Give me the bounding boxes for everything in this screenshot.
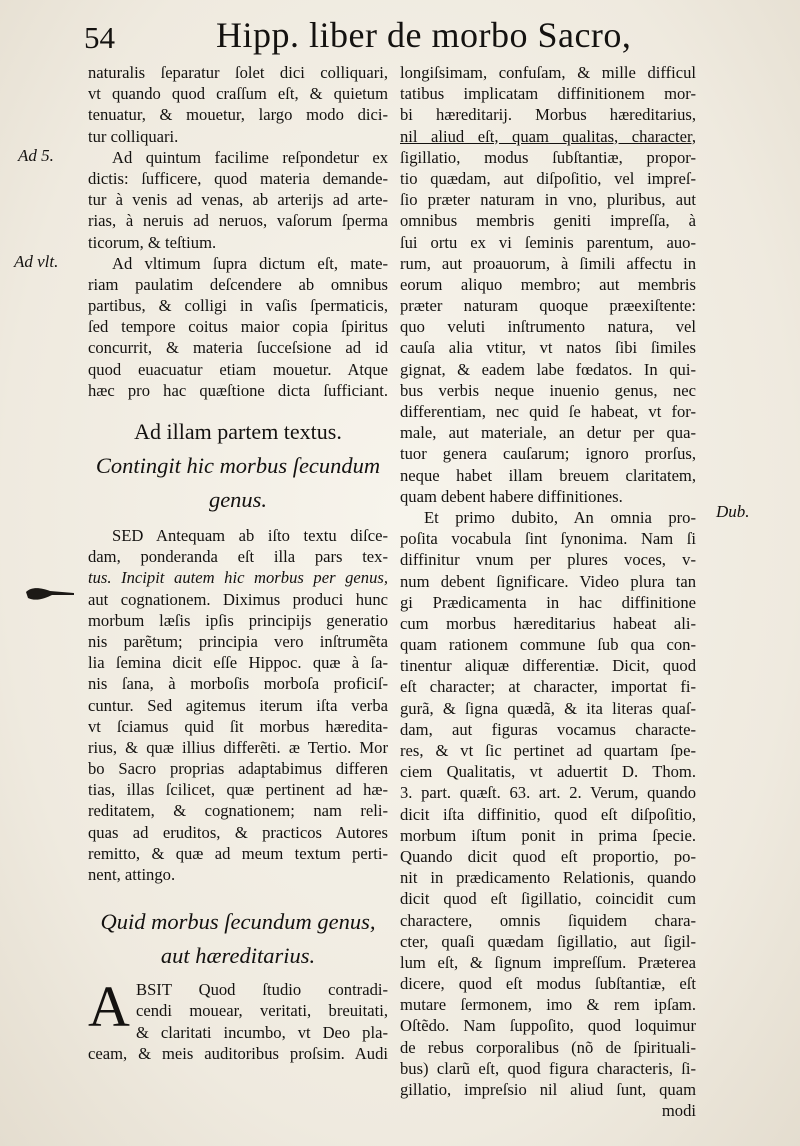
text-line: gignat, & eadem labe fœdatos. In qui- bbox=[400, 359, 696, 379]
text-line: diffinitur vnum per plures voces, v- bbox=[400, 550, 696, 570]
text-line: tur colliquari. bbox=[88, 126, 179, 146]
text-line: bus verbis neque inuenio genus, nec bbox=[400, 380, 696, 400]
text-line: rias, à neruis ad neruos, vaſorum ſperma bbox=[88, 211, 388, 231]
text-line: tinentur aliquæ differentiæ. Dicit, quod bbox=[400, 656, 696, 676]
text-line: tuor genera cauſarum; ignoro prorſus, bbox=[400, 444, 696, 464]
paragraph-ad-quintum bbox=[88, 147, 388, 253]
text-line: nit in prædicamento Relationis, quando bbox=[400, 868, 696, 888]
text-line: ſed tempore coitus maior copia ſpiritus bbox=[88, 317, 388, 337]
text-line: rius, & quæ illius differẽti. æ Tertio. Mor bbox=[88, 737, 388, 757]
text-line: tur à venis ad venas, ab arterijs ad arte- bbox=[88, 190, 388, 210]
drop-cap: A bbox=[88, 974, 130, 1040]
text-line: lum eſt, & ſignum impreſſum. Præterea bbox=[400, 952, 696, 972]
text-line: tias, illas ſcilicet, quæ pertinent ad hæ- bbox=[88, 780, 388, 800]
text-line: mutare ſermonem, imo & rem ipſam. bbox=[400, 995, 696, 1015]
text-line: nis ſana, à morboſis morboſa proficiſ- bbox=[88, 674, 388, 694]
text-line: ticorum, & teſtium. bbox=[88, 232, 217, 252]
text-line: quam debent habere diffinitiones. bbox=[400, 486, 623, 506]
text-line: concurrit, & materia ſucceſsione ad id bbox=[88, 338, 388, 358]
text-line: dictis: ſufficere, quod materia demande- bbox=[88, 168, 388, 188]
page-header bbox=[84, 8, 724, 60]
page-number: 54 bbox=[84, 20, 115, 55]
section-subheading: Contingit hic morbus ſecundum bbox=[95, 453, 381, 478]
text-line: Ad vltimum ſupra dictum eſt, mate- bbox=[112, 253, 388, 273]
margin-note-ad5: Ad 5. bbox=[18, 146, 54, 165]
text-line: præter naturam quoque præexiſtente: bbox=[400, 296, 696, 316]
paragraph-sed-antequam bbox=[88, 525, 388, 885]
paragraph-diffinitio bbox=[400, 62, 696, 507]
text-line: tio quædam, aut diſpoſitio, vel impreſ- bbox=[400, 168, 696, 188]
text-line: morbum læſis ipſis principijs generatio bbox=[88, 610, 388, 630]
text-line: differentiam, nec quid ſe habeat, vt for- bbox=[400, 402, 696, 421]
text-line: num debent ſignificare. Video plura tan bbox=[400, 571, 696, 591]
text-line: partibus, & colligi in vaſis ſpermaticis, bbox=[88, 296, 388, 316]
pointing-hand-icon bbox=[24, 582, 76, 604]
text-line: cauſa alia vtitur, vt natos ſibi ſimiles bbox=[400, 338, 696, 358]
text-line: bi hæreditarij. Morbus hæreditarius, bbox=[400, 105, 696, 125]
text-line: riam paulatim deſcendere ab omnibus bbox=[88, 274, 388, 294]
text-line: ciem Qualitatis, vt aduertit D. Thom. bbox=[400, 762, 696, 782]
section-heading: Ad illam partem textus. bbox=[134, 419, 342, 444]
text-line: tus. Incipit autem hic morbus per genus, bbox=[88, 568, 388, 588]
text-line: Et primo dubito, An omnia pro- bbox=[424, 507, 696, 527]
text-line: charactere, omnis ſiquidem chara- bbox=[400, 910, 696, 930]
text-line: Oſtẽdo. Nam ſuppoſito, quod loquimur bbox=[400, 1016, 696, 1036]
text-line: dicit quod eſt ſigillatio, coincidit cum bbox=[400, 889, 696, 909]
text-line: reditatem, & cognationem; nam reli- bbox=[88, 801, 388, 821]
text-line: bo Sacro proprias adaptabimus differen bbox=[88, 759, 388, 779]
text-line: remitto, & quæ ad meum textum perti- bbox=[88, 843, 388, 863]
text-line: vt ſciamus quid ſit morbus hæredita- bbox=[88, 716, 388, 736]
text-line: poſita vocabula ſint ſynonima. Nam ſi bbox=[400, 529, 696, 549]
running-title: Hipp. liber de morbo Sacro, bbox=[216, 15, 632, 55]
text-line: & claritati incumbo, vt Deo pla- bbox=[136, 1022, 388, 1042]
margin-note-advlt: Ad vlt. bbox=[14, 252, 59, 271]
paragraph-primo-dubito bbox=[400, 507, 696, 1121]
text-line: rum, aut proauorum, à ſimili affectu in bbox=[400, 253, 696, 273]
text-line: dam, aut figuras vocamus characte- bbox=[400, 719, 696, 739]
text-line: lia ſemina dicit eſſe Hippoc. quæ à ſa- bbox=[88, 653, 388, 673]
text-line: hæc pro hac quæſtione dicta ſufficiant. bbox=[88, 380, 388, 400]
text-line: quo veluti inſtrumento natura, vel bbox=[400, 317, 696, 337]
text-line: SED Antequam ab iſto textu diſce- bbox=[112, 526, 388, 545]
text-line: male, aut materiale, an detur per qua- bbox=[400, 423, 696, 443]
text-line: quas ad eruditos, & practicos Autores bbox=[88, 822, 388, 842]
paragraph-ad-vltimum bbox=[88, 253, 388, 401]
text-line: nis parẽtum; principia vero inſtrumẽta bbox=[88, 631, 388, 651]
spacer bbox=[88, 517, 388, 525]
text-line: naturalis ſeparatur ſolet dici colliquari, bbox=[88, 63, 388, 82]
text-line: BSIT Quod ſtudio contradi- bbox=[136, 980, 388, 1000]
text-line-underlined: nil aliud eſt, quam qualitas, character, bbox=[400, 126, 696, 146]
text-line: ſigillatio, modus ſubſtantiæ, propor- bbox=[400, 147, 696, 167]
paragraph-colliquari bbox=[88, 62, 388, 147]
margin-note-dub: Dub. bbox=[716, 502, 750, 521]
left-column bbox=[88, 62, 388, 1064]
text-line: dicere, quod eſt modus ſubſtantiæ, eſt bbox=[400, 974, 696, 994]
text-line: neque habet illam breuem claritatem, bbox=[400, 465, 696, 485]
section-heading: aut hæreditarius. bbox=[160, 943, 316, 969]
text-line: vt quando quod craſſum eſt, & quietum bbox=[88, 84, 388, 104]
text-line: dam, ponderanda eſt illa pars tex- bbox=[88, 547, 388, 567]
text-line: dicit iſta diffinitio, quod eſt diſpoſitio, bbox=[400, 804, 696, 824]
text-line: aut cognationem. Diximus produci hunc bbox=[88, 589, 388, 609]
right-column bbox=[400, 62, 696, 1121]
text-line: cter, quaſi quædam ſigillatio, aut ſigil- bbox=[400, 931, 696, 951]
text-line: ſio præter naturam in vno, pluribus, aut bbox=[400, 190, 696, 210]
section-subheading: genus. bbox=[208, 487, 268, 512]
text-line: eſt character; at character, importat fi- bbox=[400, 677, 696, 697]
text-line: cuntur. Sed agitemus iterum iſta verba bbox=[88, 695, 388, 715]
text-line: Quando dicit quod eſt proportio, po- bbox=[400, 846, 696, 866]
text-line: Ad quintum facilime reſpondetur ex bbox=[112, 147, 388, 167]
text-line: gurã, & ſigna quædã, & ita literas quaſ- bbox=[400, 698, 696, 718]
text-line: de rebus corporalibus (nõ de ſpirituali- bbox=[400, 1037, 696, 1057]
text-line: cendi mouear, veritati, breuitati, bbox=[136, 1001, 388, 1021]
text-line: ceam, & meis auditoribus proſsim. Audi bbox=[88, 1043, 388, 1063]
text-line: ſui ortu ex vi ſeminis parentum, auo- bbox=[400, 232, 696, 252]
text-line: res, & vt ſic pertinet ad quartam ſpe- bbox=[400, 741, 696, 760]
text-line: bus) clarũ eſt, quod figura characteris, ſi- bbox=[400, 1058, 696, 1078]
text-line: 3. part. quæſt. 63. art. 2. Verum, quando bbox=[400, 783, 696, 803]
text-line: gi Prædicamenta in hac diffinitione bbox=[400, 592, 696, 612]
text-line: tenuatur, & mouetur, largo modo dici- bbox=[88, 105, 388, 125]
text-line: quam rationem commune ſub qua con- bbox=[400, 635, 696, 655]
text-line: morbum iſtum ponit in prima ſpecie. bbox=[400, 825, 696, 845]
paragraph-absit bbox=[88, 974, 388, 1064]
text-line: gillatio, impreſsio nil aliud ſunt, quam bbox=[400, 1080, 696, 1099]
text-line: eorum aliquo membro; aut membris bbox=[400, 274, 696, 294]
text-line: nent, attingo. bbox=[88, 865, 176, 884]
text-line: omnibus membris geniti impreſſa, à bbox=[400, 211, 696, 231]
section-heading: Quid morbus ſecundum genus, bbox=[100, 909, 376, 935]
spacer bbox=[88, 401, 388, 415]
spacer bbox=[88, 885, 388, 905]
text-line: cum morbus hæreditarius habeat ali- bbox=[400, 613, 696, 633]
catchword: modi bbox=[661, 1101, 696, 1121]
text-line: tatibus implicatam diffinitionem mor- bbox=[400, 84, 696, 104]
text-line: quod euacuatur etiam mouetur. Atque bbox=[88, 359, 388, 379]
text-line: longiſsimam, confuſam, & mille difficul bbox=[400, 63, 696, 82]
